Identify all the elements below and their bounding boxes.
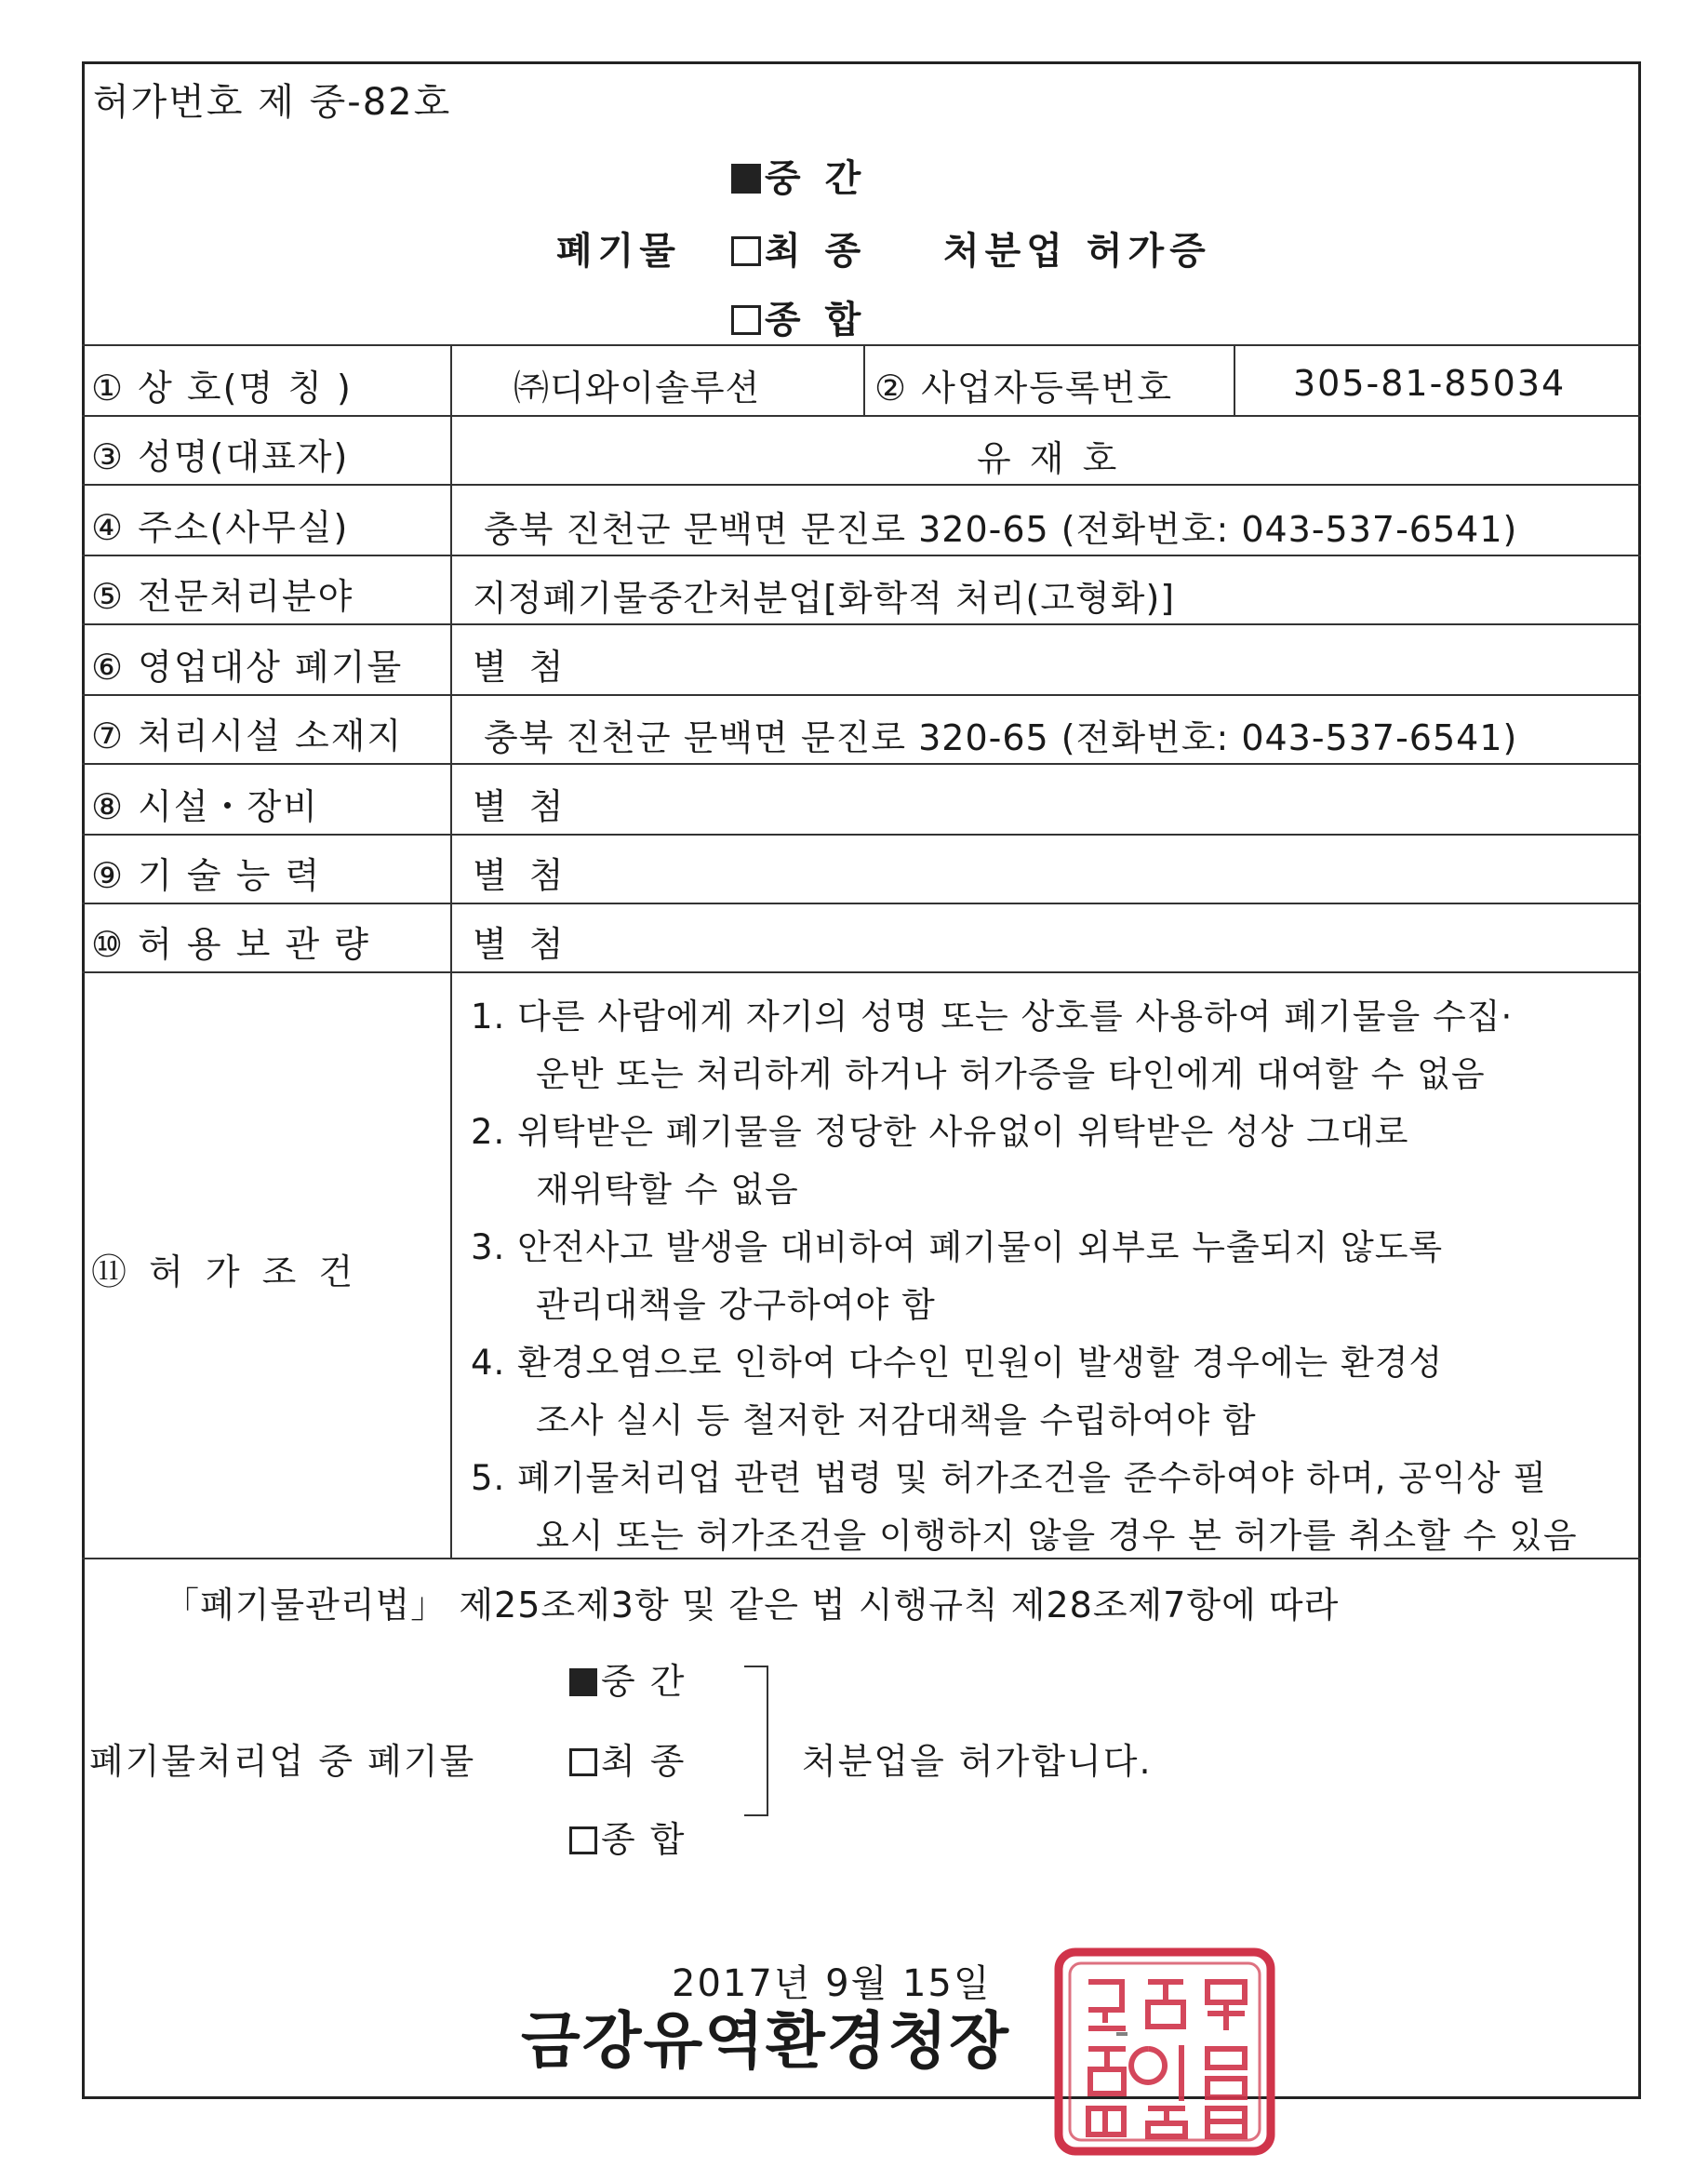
checked-box-icon [569,1668,597,1696]
value-specialty: 지정폐기물중간처분업[화학적 처리(고형화)] [473,578,1176,619]
label-equipment: ⑧ 시설・장비 [91,786,319,827]
label-specialty: ⑤ 전문처리분야 [91,576,354,617]
condition-line: 관리대책을 강구하여야 함 [536,1285,936,1325]
label-address: ④ 주소(사무실) [91,507,350,548]
condition-line: 2. 위탁받은 폐기물을 정당한 사유없이 위탁받은 성상 그대로 [471,1112,1409,1152]
label-storage-allowance: ⑩ 허 용 보 관 량 [91,924,371,965]
unchecked-box-icon [569,1748,597,1776]
table-line [82,971,1641,973]
table-line [82,415,1641,417]
condition-line: 재위탁할 수 없음 [536,1170,799,1210]
title-suffix: 처분업 허가증 [943,230,1211,273]
table-line [82,763,1641,765]
legal-basis: 「폐기물관리법」 제25조제3항 및 같은 법 시행규칙 제28조제7항에 따라 [164,1585,1340,1626]
label-target-waste: ⑥ 영업대상 폐기물 [91,647,404,688]
value-equipment: 별 첨 [473,786,569,827]
issuer-name: 금강유역환경청장 [521,2005,1011,2077]
label-business-reg-no: ② 사업자등록번호 [874,368,1174,408]
value-business-name: ㈜디와이솔루션 [514,368,761,408]
issue-date: 2017년 9월 15일 [672,1962,992,2005]
title-prefix: 폐기물 [556,230,681,273]
table-line [1234,344,1235,415]
value-storage-allowance: 별 첨 [473,924,569,965]
table-line [82,1558,1641,1559]
condition-line: 3. 안전사고 발생을 대비하여 폐기물이 외부로 누출되지 않도록 [471,1227,1444,1267]
label-facility-location: ⑦ 처리시설 소재지 [91,716,404,756]
footer-trailer: 처분업을 허가합니다. [802,1741,1153,1782]
footer-option-final: 최 종 [569,1733,687,1784]
table-line [82,694,1641,696]
title-option-final: 최 종 [731,221,866,274]
table-line [82,623,1641,625]
footer-option-middle: 중 간 [569,1652,687,1704]
table-line [82,344,1641,346]
table-line [82,903,1641,904]
unchecked-box-icon [569,1826,597,1854]
value-facility-location: 충북 진천군 문백면 문진로 320-65 (전화번호: 043-537-6541) [484,717,1518,758]
value-business-reg-no: 305-81-85034 [1293,363,1567,404]
permit-number: 허가번호 제 중-82호 [93,81,452,124]
official-seal-icon [1051,1945,1278,2159]
table-line [82,834,1641,836]
title-option-middle: 중 간 [731,149,866,202]
table-line [863,344,865,415]
value-technical-capacity: 별 첨 [473,855,569,896]
condition-line: 4. 환경오염으로 인하여 다수인 민원이 발생할 경우에는 환경성 [471,1343,1444,1383]
unchecked-box-icon [731,236,761,266]
unchecked-box-icon [731,305,761,335]
bracket [744,1666,768,1816]
condition-line: 운반 또는 처리하게 하거나 허가증을 타인에게 대여할 수 없음 [536,1054,1486,1094]
label-permit-conditions: ⑪ 허 가 조 건 [91,1251,359,1292]
condition-line: 1. 다른 사람에게 자기의 성명 또는 상호를 사용하여 폐기물을 수집· [471,997,1514,1037]
title-option-general: 종 합 [731,290,866,343]
label-technical-capacity: ⑨ 기 술 능 력 [91,855,322,896]
label-representative: ③ 성명(대표자) [91,436,350,477]
value-representative: 유 재 호 [977,438,1121,479]
value-target-waste: 별 첨 [473,647,569,688]
table-line [82,555,1641,556]
condition-line: 조사 실시 등 철저한 저감대책을 수립하여야 함 [536,1400,1257,1440]
table-line [82,484,1641,486]
label-business-name: ① 상 호(명 칭 ) [91,368,353,408]
condition-line: 요시 또는 허가조건을 이행하지 않을 경우 본 허가를 취소할 수 있음 [536,1516,1578,1556]
footer-lead: 폐기물처리업 중 폐기물 [89,1741,476,1782]
footer-option-general: 종 합 [569,1811,687,1862]
checked-box-icon [731,164,761,194]
value-address: 충북 진천군 문백면 문진로 320-65 (전화번호: 043-537-6541) [484,509,1518,550]
condition-line: 5. 폐기물처리업 관련 법령 및 허가조건을 준수하여야 하며, 공익상 필 [471,1458,1547,1498]
table-line [450,344,452,1558]
